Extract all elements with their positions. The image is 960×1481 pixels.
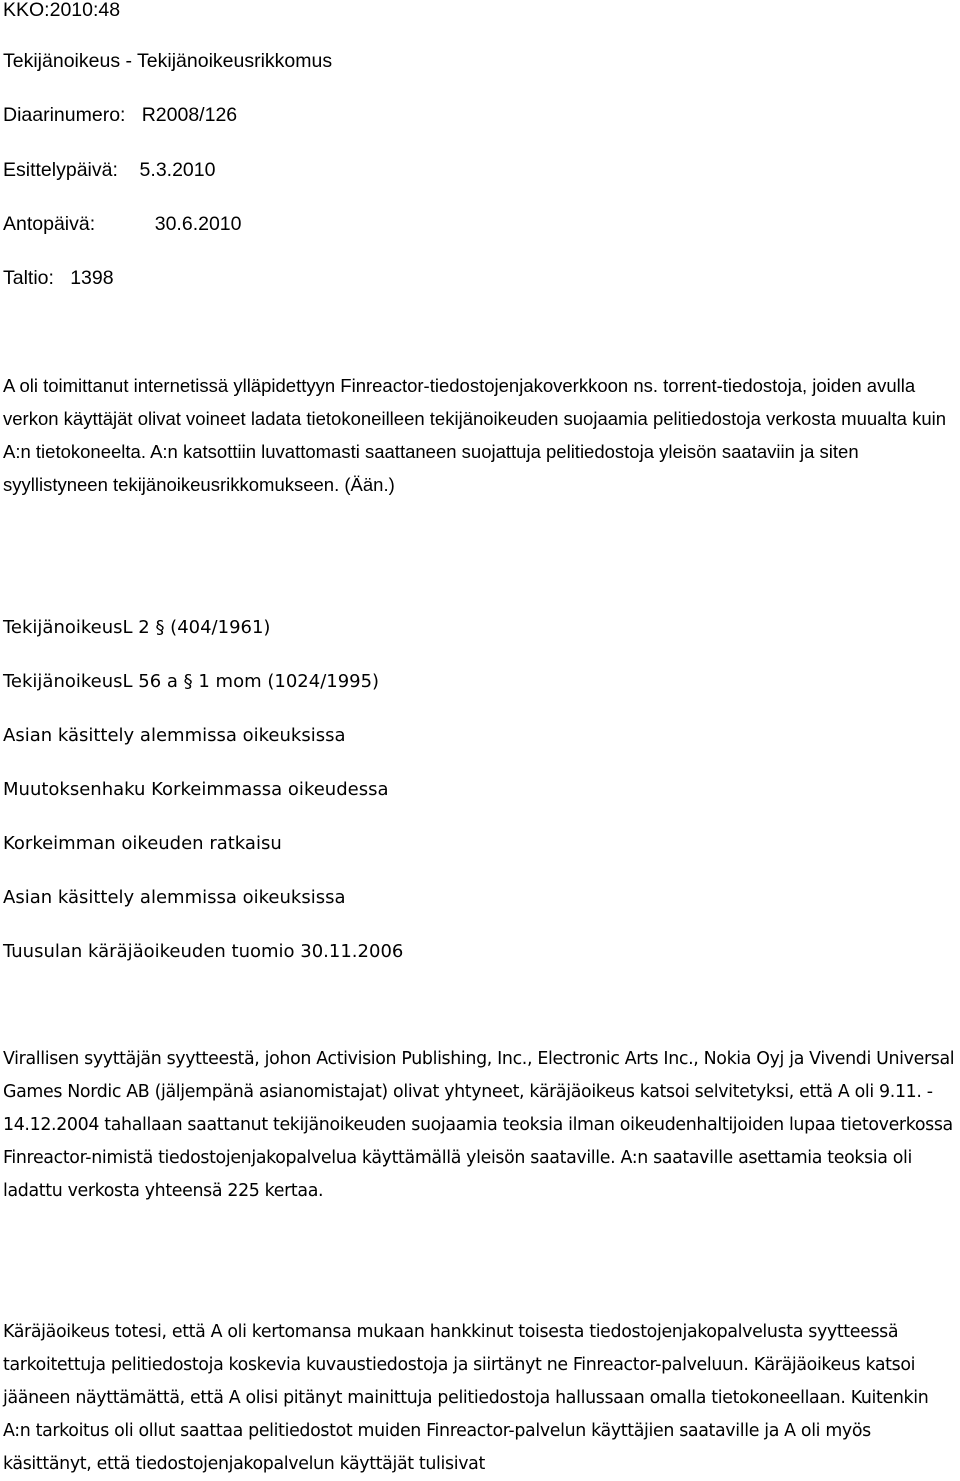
statute-reference: TekijänoikeusL 2 § (404/1961) [3,617,271,638]
presentation-date: Esittelypäivä: 5.3.2010 [3,159,216,181]
section-heading-lower-courts: Asian käsittely alemmissa oikeuksissa [3,725,346,746]
case-id: KKO:2010:48 [3,0,121,21]
case-summary: A oli toimittanut internetissä ylläpidettyyn Finreactor-tiedostojenjakoverkkoon ns. torrent-tiedostoja, joiden avulla verkon käyttäjät olivat voineet ladata tietokoneilleen tekijänoikeuden suojaamia pelitiedostoja verkosta muualta kuin A:n tietokoneelta. A:n katsottiin luvattomasti saattaneen suojattuja pelitiedostoja yleisön saataviin ja siten syyllistyneen tekijänoikeusrikkomukseen. (Ään.) [3,375,947,495]
section-heading-appeal: Muutoksenhaku Korkeimmassa oikeudessa [3,779,389,800]
case-subject: Tekijänoikeus - Tekijänoikeusrikkomus [3,50,333,72]
issue-date: Antopäivä: 30.6.2010 [3,213,242,235]
section-heading-lower-courts: Asian käsittely alemmissa oikeuksissa [3,887,346,908]
body-paragraph: Käräjäoikeus totesi, että A oli kertomansa mukaan hankkinut toisesta tiedostojenjakopalvelusta syytteessä tarkoitettuja pelitiedostoja koskevia kuvaustiedostoja ja siirtänyt ne Finreactor-palveluun. Käräjäoikeus katsoi jääneen näyttämättä, että A olisi pitänyt mainittuja pelitiedostoja hallussaan omalla tietokoneellaan. Kuitenkin A:n tarkoitus oli ollut saattaa pelitiedostot muiden Finreactor-palvelun käyttäjien saataville ja A oli myös käsittänyt, että tiedostojenjakopalvelun käyttäjät tulisivat [3,1322,929,1474]
record-number: Taltio: 1398 [3,267,114,289]
statute-reference: TekijänoikeusL 56 a § 1 mom (1024/1995) [3,671,380,692]
section-heading-district-court: Tuusulan käräjäoikeuden tuomio 30.11.2006 [3,941,404,962]
body-paragraph: Virallisen syyttäjän syytteestä, johon Activision Publishing, Inc., Electronic Arts Inc., Nokia Oyj ja Vivendi Universal Games Nordic AB (jäljempänä asianomistajat) olivat yhtyneet, käräjäoikeus katsoi selvitetyksi, että A oli 9.11. - 14.12.2004 tahallaan saattanut tekijänoikeuden suojaamia teoksia ilman oikeudenhaltijoiden lupaa tietoverkossa Finreactor-nimistä tiedostojenjakopalvelua käyttämällä yleisön saataville. A:n saataville asettamia teoksia oli ladattu verkosta yhteensä 225 kertaa. [3,1049,955,1201]
section-heading-supreme-decision: Korkeimman oikeuden ratkaisu [3,833,282,854]
diary-number: Diaarinumero: R2008/126 [3,104,238,126]
